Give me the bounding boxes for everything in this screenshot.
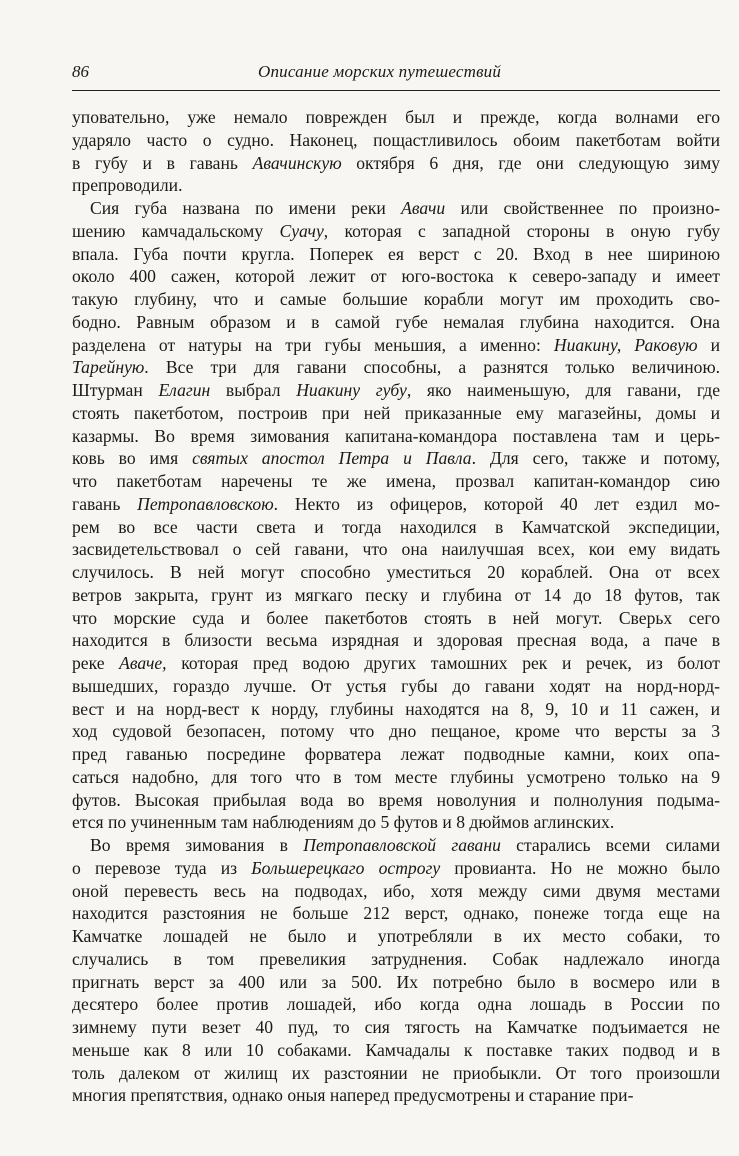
text-line <box>72 311 720 334</box>
text-run: пред гаванью посредине форватера лежат подводные камни, коих опа- <box>72 744 720 764</box>
text-run: впала. Губа почти кругла. Поперек ея верст с 20. Вход в нее шириною <box>72 243 720 264</box>
italic-run: Елагин <box>158 380 211 400</box>
text-run: что морские суда и более пакетботов стоять в ней могут. Сверьх сего <box>72 607 720 628</box>
text-line <box>72 789 720 812</box>
text-line <box>72 925 720 948</box>
text-run: находится в близости весьма изрядная и здоровая пресная вода, а паче в <box>72 630 720 651</box>
text-run: Камчатке лошадей не было и употребляли в их место собаки, то <box>72 926 720 946</box>
text-line <box>72 402 720 425</box>
text-run: меньше как 8 или 10 собаками. Камчадалы к поставке таких подвод и в <box>72 1039 720 1060</box>
text-run: , которая с западной стороны в оную губу <box>323 220 720 241</box>
text-run: разделена от натуры на три губы меньшия, а именно: <box>72 334 554 355</box>
text-run: ход судовой безопасен, потому что дно пещаное, кроме что версты за 3 <box>72 721 720 742</box>
text-line <box>72 698 720 721</box>
text-line <box>72 902 720 925</box>
text-run: Во время зимования в <box>90 835 304 855</box>
text-run: . Все три для гавани способны, а разнятся только величиною. <box>144 357 720 378</box>
text-run: ковь во имя <box>72 448 193 469</box>
text-run: в губу и в гавань <box>72 152 253 173</box>
text-run: случилось. В ней могут способно уместиться 20 кораблей. Она от всех <box>72 562 720 582</box>
italic-run: Авачинскую <box>252 152 342 173</box>
text-line <box>72 584 720 607</box>
text-run: , яко наименьшую, для гавани, где <box>406 380 721 400</box>
text-line <box>72 993 720 1016</box>
text-line <box>72 652 720 675</box>
text-line <box>72 152 720 175</box>
text-run: десятеро более против лошадей, ибо когда одна лошадь в России по <box>72 994 720 1015</box>
running-title: Описание морских путешествий <box>258 62 502 81</box>
text-run: вышедших, гораздо лучше. От устья губы до гавани ходят на норд-норд- <box>72 675 720 696</box>
text-line <box>72 106 720 129</box>
text-run: футов. Высокая прибылая вода во время новолуния и полнолуния подыма- <box>72 789 720 810</box>
italic-run: Петропавловской гавани <box>303 835 501 855</box>
text-run: уповательно, уже немало поврежден был и прежде, когда волнами его <box>72 107 720 127</box>
text-line <box>72 1039 720 1062</box>
text-run: шению камчадальскому <box>72 220 280 241</box>
text-line <box>72 834 720 857</box>
text-line <box>72 174 720 197</box>
body-text <box>72 106 720 1107</box>
text-run: оной перевесть весь на подводах, ибо, хотя между сими двумя местами <box>72 880 720 901</box>
page-number: 86 <box>72 62 89 81</box>
text-run: октября 6 дня, где они следующую зиму <box>341 152 721 173</box>
text-line <box>72 629 720 652</box>
italic-run: Большерецкаго острогу <box>251 857 441 878</box>
text-run: реке <box>72 653 120 673</box>
text-line <box>72 880 720 903</box>
text-run: гавань <box>72 493 138 514</box>
text-run: ветров закрыта, грунт из мягкаго песку и глубина от 14 до 18 футов, так <box>72 584 720 605</box>
italic-run: Суачу <box>279 220 324 241</box>
text-run: или свойственнее по произно- <box>445 198 721 218</box>
text-line <box>72 425 720 448</box>
text-line <box>72 197 720 220</box>
paragraph <box>72 197 720 834</box>
italic-run: Петропавловскою <box>137 493 274 514</box>
text-run: препроводили. <box>72 175 183 196</box>
text-run: что пакетботам наречены те же имена, прозвал капитан-командор сию <box>72 471 720 491</box>
italic-run: Тарейную <box>72 357 145 378</box>
text-line <box>72 538 720 561</box>
paragraph <box>72 834 720 1107</box>
text-run: засвидетельствовал о сей гавани, что она наилучшая всех, кои ему видать <box>72 539 720 560</box>
text-run: случались в том превеликия затруднения. Собак надлежало иногда <box>72 948 720 969</box>
text-line <box>72 948 720 971</box>
paragraph <box>72 106 720 197</box>
text-run: рем во все части света и тогда находился в Камчатской экспедиции, <box>72 516 720 537</box>
text-run: вест и на норд-вест к норду, глубины находятся на 8, 9, 10 и 11 сажен, и <box>72 698 720 719</box>
text-run: . Для сего, также и потому, <box>471 448 720 469</box>
text-line <box>72 720 720 743</box>
text-run: зимнему пути везет 40 пуд, то сия тягость на Камчатке подъимается не <box>72 1017 720 1037</box>
text-run: такую глубину, что и самые большие корабли могут им проходить сво- <box>72 289 720 309</box>
text-run: провианта. Но не можно было <box>440 857 721 878</box>
italic-run: Аваче, <box>119 653 167 673</box>
text-run: о перевозе туда из <box>72 857 252 878</box>
text-run: многия препятствия, однако оныя наперед предусмотрены и старание при- <box>72 1085 634 1106</box>
text-line <box>72 220 720 243</box>
italic-run: Ниакину, Раковую <box>553 334 698 355</box>
italic-run: Авачи <box>401 198 446 218</box>
text-line <box>72 743 720 766</box>
text-run: около 400 сажен, которой лежит от юго-востока к северо-западу и имеет <box>72 266 720 287</box>
text-line <box>72 607 720 630</box>
text-run: казармы. Во время зимования капитана-командора поставлена там и церь- <box>72 425 720 446</box>
text-line <box>72 288 720 311</box>
text-run: пригнать верст за 400 или за 500. Их потребно было в восмеро или в <box>72 971 720 992</box>
text-line <box>72 493 720 516</box>
text-line <box>72 675 720 698</box>
text-run: ударяло часто о судно. Наконец, пощастливилось обоим пакетботам войти <box>72 129 720 150</box>
text-line <box>72 265 720 288</box>
text-line <box>72 129 720 152</box>
text-line <box>72 1084 720 1107</box>
text-run: саться надобно, для того что в том месте глубины усмотрено только на 9 <box>72 766 720 787</box>
italic-run: святых апостол Петра и Павла <box>192 448 472 469</box>
text-line <box>72 356 720 379</box>
text-line <box>72 379 720 402</box>
text-run: стоять пакетботом, построив при ней приказанные ему магазейны, домы и <box>72 402 720 423</box>
text-run: и <box>697 334 720 355</box>
text-line <box>72 971 720 994</box>
text-run: ется по учиненным там наблюдениям до 5 футов и 8 дюймов аглинских. <box>72 812 615 833</box>
text-run: Штурман <box>72 380 159 400</box>
text-line <box>72 447 720 470</box>
text-line <box>72 334 720 357</box>
text-line <box>72 561 720 584</box>
text-line <box>72 766 720 789</box>
text-line <box>72 857 720 880</box>
text-run: которая пред водою других тамошних рек и речек, из болот <box>166 653 720 673</box>
text-line <box>72 243 720 266</box>
text-run: толь далеком от жилищ их разстоянии не приобыкли. От того произошли <box>72 1062 720 1083</box>
text-line <box>72 470 720 493</box>
text-run: выбрал <box>210 380 297 400</box>
text-line <box>72 811 720 834</box>
text-line <box>72 1062 720 1085</box>
page-header <box>72 58 720 91</box>
italic-run: Ниакину губу <box>296 380 407 400</box>
text-run: Сия губа названа по имени реки <box>90 198 402 218</box>
text-line <box>72 1016 720 1039</box>
text-run: . Некто из офицеров, которой 40 лет ездил мо- <box>273 493 720 514</box>
text-line <box>72 516 720 539</box>
text-run: старались всеми силами <box>500 835 721 855</box>
text-run: находится разстояния не больше 212 верст, однако, понеже тогда еще на <box>72 903 720 924</box>
text-run: бодно. Равным образом и в самой губе немалая глубина находится. Она <box>72 311 720 332</box>
